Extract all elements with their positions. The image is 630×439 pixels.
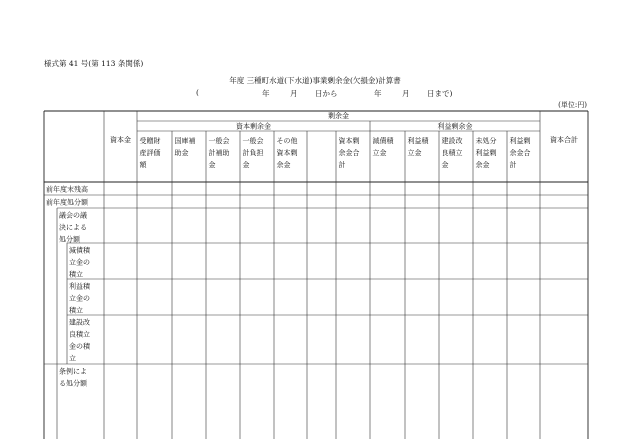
row-label-line: 積立	[69, 270, 83, 279]
row-label-line: 条例によ	[59, 367, 87, 376]
column-header-line: その他	[276, 137, 298, 145]
column-header-line: 未処分	[475, 137, 497, 145]
column-header-line: 一般会	[208, 137, 230, 145]
column-header-line: 立金	[407, 149, 422, 157]
column-header-line: 計	[509, 161, 517, 169]
header-capital: 資本金	[110, 136, 131, 144]
header-capital-surplus: 資本剰余金	[236, 122, 271, 131]
column-header-line: 金	[242, 161, 250, 169]
header-surplus: 剰余金	[328, 112, 349, 120]
row-label-line: 決による	[59, 223, 87, 232]
column-header-line: 余金	[276, 161, 291, 169]
period-month-to: 月	[402, 89, 410, 98]
row-label-line: 減債積	[69, 246, 90, 255]
row-label-line: 議会の議	[59, 211, 87, 220]
form-number: 様式第 41 号(第 113 条関係)	[44, 59, 144, 68]
column-header-line: 産評価	[139, 149, 161, 157]
column-header-line: 利益剰	[475, 149, 497, 157]
column-header-line: 良積立	[441, 149, 463, 157]
period-year-to: 年	[374, 89, 382, 98]
column-header-line: 金	[208, 161, 216, 169]
row-label-line: る処分額	[59, 379, 87, 388]
column-header-line: 国庫補	[174, 137, 196, 145]
unit-label: (単位:円)	[558, 101, 587, 109]
row-label-line: 処分額	[59, 235, 80, 244]
column-header-line: 余金合	[338, 149, 360, 157]
column-header-line: 計	[338, 161, 346, 169]
row-label-line: 立金の	[69, 258, 90, 267]
row-label-line: 立金の	[69, 294, 90, 303]
row-label-line: 前年度処分額	[46, 198, 88, 207]
row-label-line: 積立	[69, 306, 83, 315]
period-month-from: 月	[290, 89, 298, 98]
column-header-line: 余金	[475, 161, 490, 169]
column-header-line: 減債積	[372, 137, 394, 145]
row-label-line: 建設改	[69, 318, 90, 327]
column-header-line: 資本剰	[338, 137, 360, 145]
period-day-to: 日まで)	[427, 89, 453, 98]
row-label-line: 利益積	[69, 282, 90, 291]
header-earned-surplus: 利益剰余金	[437, 122, 473, 131]
column-header-line: 資本剰	[276, 149, 298, 157]
row-label-line: 前年度末残高	[46, 185, 88, 194]
period-year-from: 年	[262, 89, 270, 98]
column-header-line: 計補助	[208, 149, 230, 157]
column-header-line: 余金合	[509, 149, 531, 157]
row-label-line: 金の積	[69, 342, 90, 351]
column-header-line: 金	[441, 161, 449, 169]
period-open-paren: (	[196, 88, 199, 97]
column-header-line: 助金	[174, 149, 189, 157]
column-header-line: 立金	[372, 149, 387, 157]
header-capital-total: 資本合計	[550, 136, 578, 144]
row-label-line: 立	[69, 354, 76, 363]
column-header-line: 建設改	[441, 137, 463, 145]
document-title: 年度 三種町水道(下水道)事業剰余金(欠損金)計算書	[229, 76, 401, 85]
column-header-line: 利益積	[407, 137, 429, 145]
column-header-line: 計負担	[242, 149, 264, 157]
column-header-line: 利益剰	[509, 137, 531, 145]
column-header-line: 受贈財	[139, 137, 161, 145]
row-label-line: 良積立	[69, 330, 90, 339]
period-day-from: 日から	[315, 89, 338, 98]
column-header-line: 額	[139, 161, 147, 169]
column-header-line: 一般会	[242, 137, 264, 145]
